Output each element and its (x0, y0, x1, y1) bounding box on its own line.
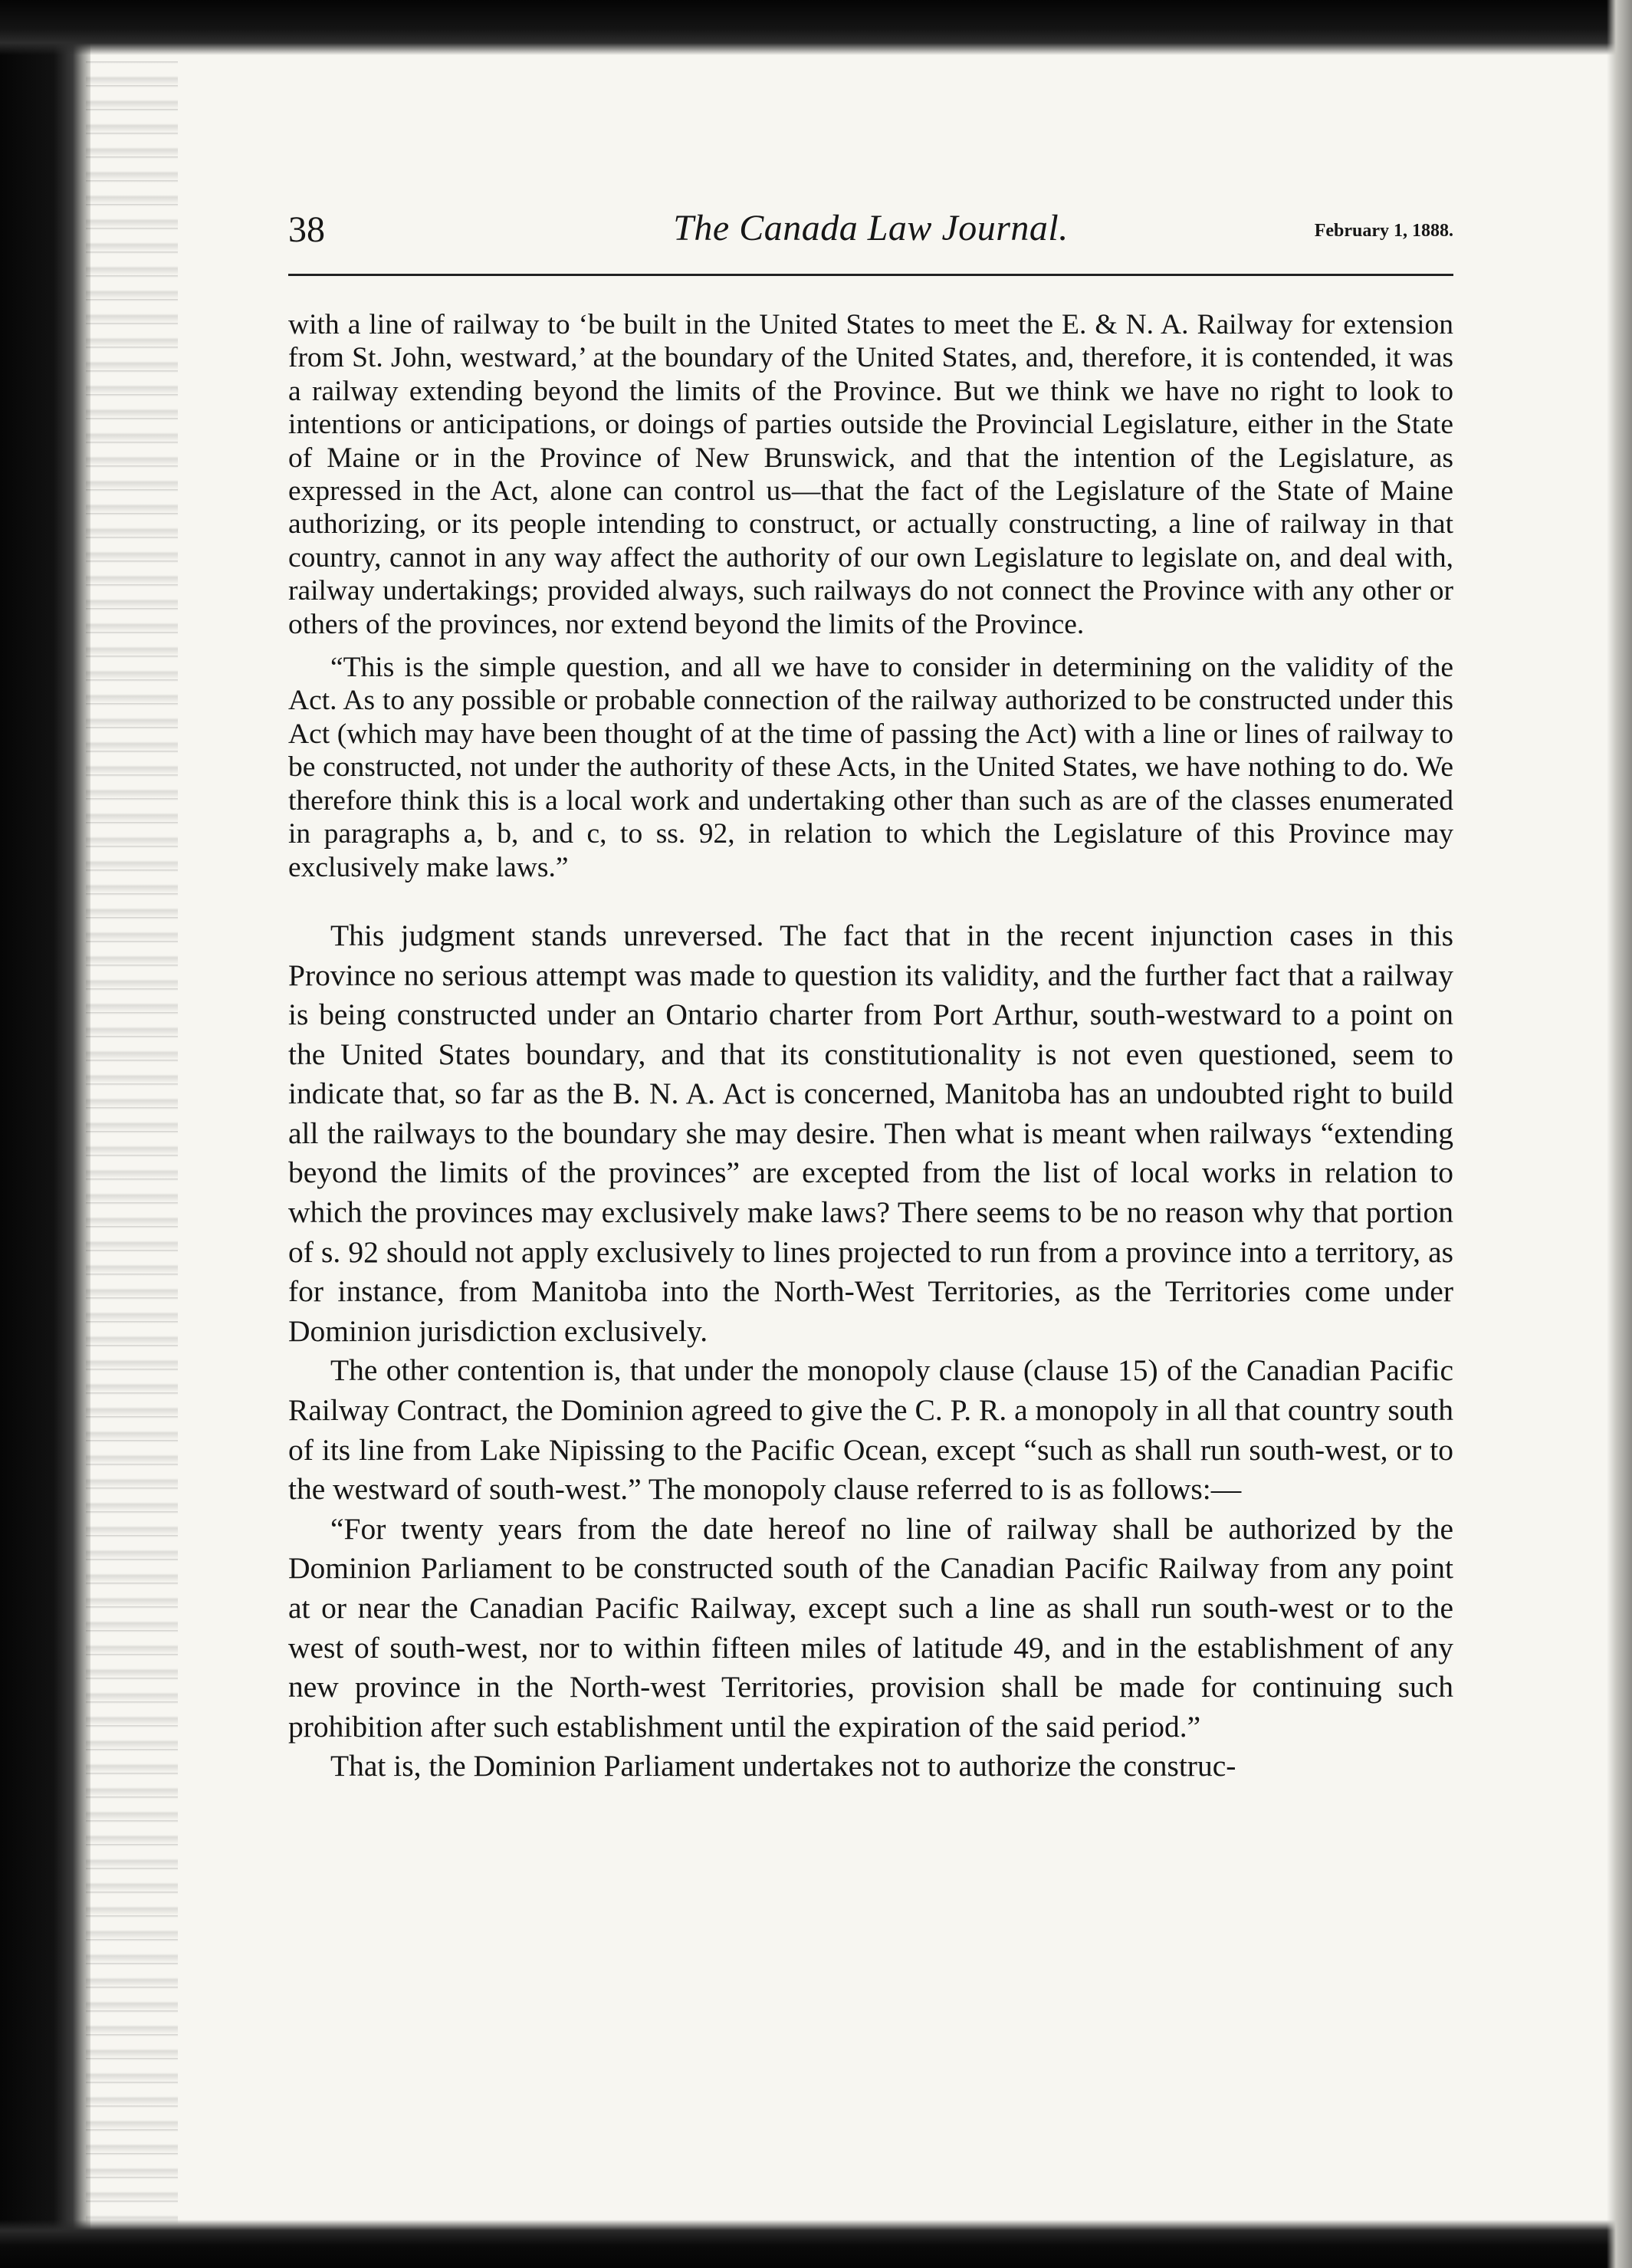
paragraph-judgment-unreversed: This judgment stands unreversed. The fact that in the recent injunction cases in this Province no serious attempt was made to question its validity, and the further fact that a railway is being constructed under an Ontario charter from Port Arthur, south-westward to a point on the United States boundary, and that its constitutionality is not even questioned, seem to indicate that, so far as the B. N. A. Act is concerned, Manitoba has an undoubted right to build all the railways to the boundary she may desire. Then what is meant when railways “extending beyond the limits of the provinces” are excepted from the list of local works in relation to which the provinces may exclusively make laws? There seems to be no reason why that portion of s. 92 should not apply exclusively to lines projected to run from a province into a territory, as for instance, from Manitoba into the North-West Territories, as the Territories come under Dominion jurisdiction exclusively. (288, 918, 1453, 1348)
journal-title: The Canada Law Journal. (673, 208, 1069, 248)
scan-right-border (1607, 0, 1632, 2268)
paragraph-quoted-judgment-continued: with a line of railway to ‘be built in the United States to meet the E. & N. A. Railway for extension from St. John, westward,’ at the boundary of the United States, and, therefore, it is contended, it was a railway extending beyond the limits of the Province. But we think we have no right to look to intentions or anticipations, or doings of parties outside the Provincial Legislature, either in the State of Maine or in the Province of New Brunswick, and that the intention of the Legislature, as expressed in the Act, alone can control us—that the fact of the Legislature of the State of Maine authorizing, or its people intending to construct, or actually constructing, a line of railway in that country, cannot in any way affect the authority of our own Legislature to legislate on, and deal with, railway undertakings; provided always, such railways do not connect the Province with any other or others of the provinces, nor extend beyond the limits of the Province. (288, 309, 1453, 640)
scan-bottom-border (0, 2220, 1632, 2268)
paragraph-monopoly-contention: The other contention is, that under the monopoly clause (clause 15) of the Canadian Pacific Railway Contract, the Dominion agreed to give the C. P. R. a monopoly in all that country south of its line from Lake Nipissing to the Pacific Ocean, except “such as shall run south-west, or to the westward of south-west.” The monopoly clause referred to is as follows:— (288, 1353, 1453, 1507)
scan-left-border (0, 0, 90, 2268)
paragraph-dominion-undertaking: That is, the Dominion Parliament undertakes not to authorize the construc- (330, 1749, 1236, 1783)
body-text (288, 308, 1453, 1786)
scan-top-border (0, 0, 1632, 55)
running-head (288, 202, 1453, 264)
header-rule (288, 274, 1453, 276)
scan-binding-noise (86, 61, 178, 2224)
issue-date: February 1, 1888. (1314, 221, 1453, 241)
paragraph-quoted-judgment-question: “This is the simple question, and all we have to consider in determining on the validity of the Act. As to any possible or probable connection of the railway authorized to be constructed under this Act (which may have been thought of at the time of passing the Act) with a line or lines of railway to be constructed, not under the authority of these Acts, in the United States, we have nothing to do. We therefore think this is a local work and undertaking other than such as are of the classes enumerated in paragraphs a, b, and c, to ss. 92, in relation to which the Legislature of this Province may exclusively make laws.” (288, 652, 1453, 883)
paragraph-monopoly-clause-quote: “For twenty years from the date hereof no line of railway shall be authorized by the Dominion Parliament to be constructed south of the Canadian Pacific Railway from any point at or near the Canadian Pacific Railway, except such a line as shall run south-west or to the west of south-west, nor to within fifteen miles of latitude 49, and in the establishment of any new province in the North-west Territories, provision shall be made for continuing such prohibition after such establishment until the expiration of the said period.” (288, 1511, 1453, 1744)
page-number: 38 (288, 209, 325, 250)
